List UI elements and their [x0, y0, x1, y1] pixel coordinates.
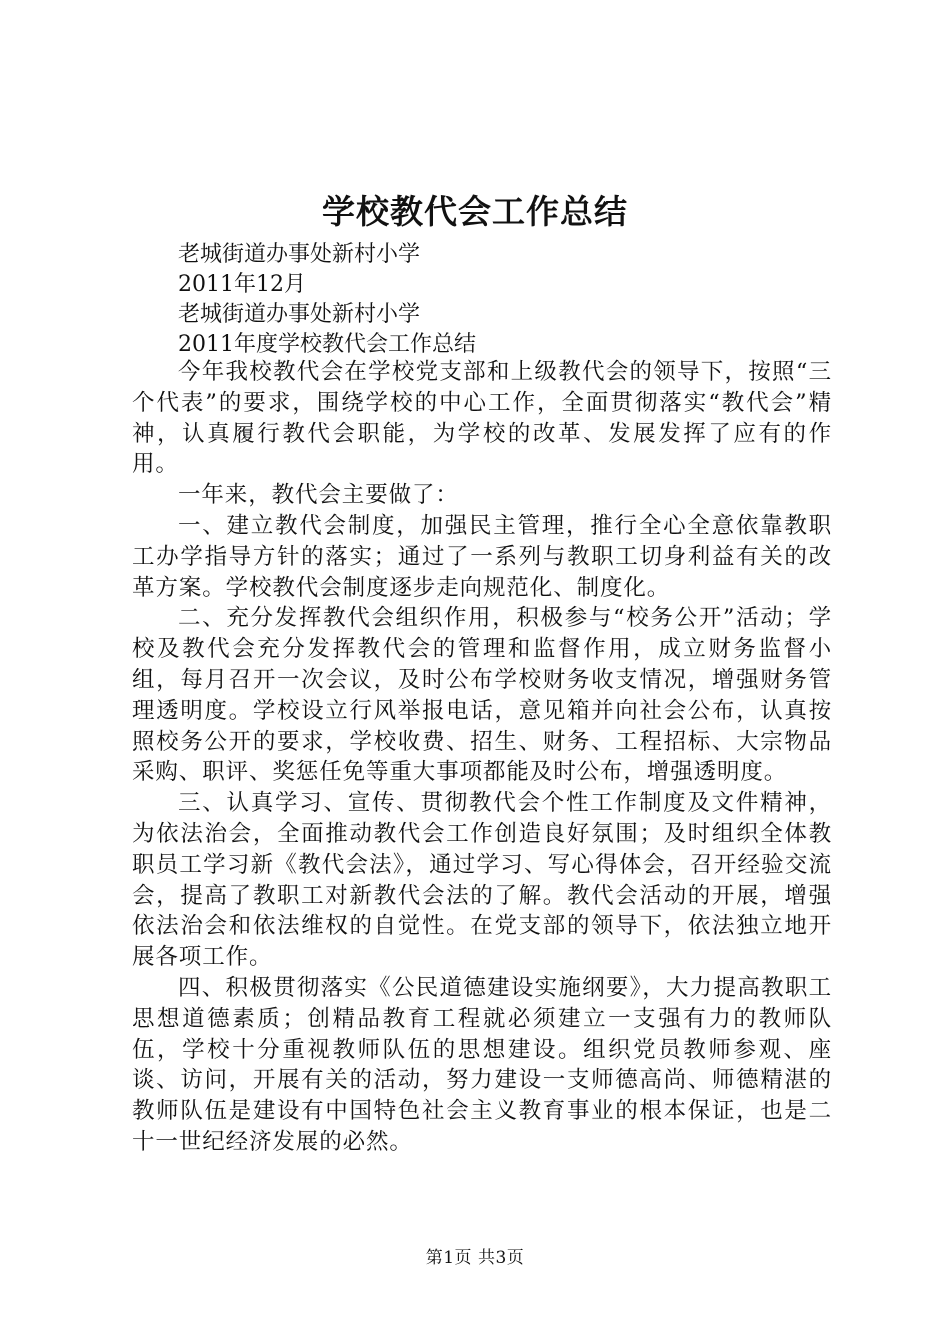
paragraph-lead-in: 一年来，教代会主要做了：: [178, 482, 459, 509]
paragraph-item-3: 三、认真学习、宣传、贯彻教代会个性工作制度及文件精神，为依法治会，全面推动教代会工作创造良好氛围；及时组织全体教职员工学习新《教代会法》，通过学习、写心得体会，召开经验交流会，提高了教职工对新教代会法的了解。教代会活动的开展，增强依法治会和依法维权的自觉性。在党支部的领导下，依法独立地开展各项工作。: [132, 790, 832, 971]
report-subtitle-line: 2011年度学校教代会工作总结: [178, 332, 476, 357]
paragraph-item-2: 二、充分发挥教代会组织作用，积极参与“校务公开”活动；学校及教代会充分发挥教代会的管理和监督作用，成立财务监督小组，每月召开一次会议，及时公布学校财务收支情况，增强财务管理透明度。学校设立行风举报电话，意见箱并向社会公布，认真按照校务公开的要求，学校收费、招生、财务、工程招标、大宗物品采购、职评、奖惩任免等重大事项都能及时公布，增强透明度。: [132, 605, 832, 786]
paragraph-intro: 今年我校教代会在学校党支部和上级教代会的领导下，按照“三个代表”的要求，围绕学校的中心工作，全面贯彻落实“教代会”精神，认真履行教代会职能，为学校的改革、发展发挥了应有的作用。: [132, 359, 832, 478]
document-title: 学校教代会工作总结: [322, 192, 628, 231]
school-name-line: 老城街道办事处新村小学: [178, 242, 421, 267]
school-name-line-repeat: 老城街道办事处新村小学: [178, 302, 421, 327]
paragraph-item-1: 一、建立教代会制度，加强民主管理，推行全心全意依靠教职工办学指导方针的落实；通过了一系列与教职工切身利益有关的改革方案。学校教代会制度逐步走向规范化、制度化。: [132, 512, 832, 601]
date-line: 2011年12月: [178, 272, 306, 297]
page-footer: 第1页 共3页: [425, 1248, 525, 1268]
paragraph-item-4: 四、积极贯彻落实《公民道德建设实施纲要》，大力提高教职工思想道德素质；创精品教育工程就必须建立一支强有力的教师队伍，学校十分重视教师队伍的思想建设。组织党员教师参观、座谈、访问，开展有关的活动，努力建设一支师德高尚、师德精湛的教师队伍是建设有中国特色社会主义教育事业的根本保证，也是二十一世纪经济发展的必然。: [132, 974, 832, 1155]
document-body: [132, 357, 832, 1158]
